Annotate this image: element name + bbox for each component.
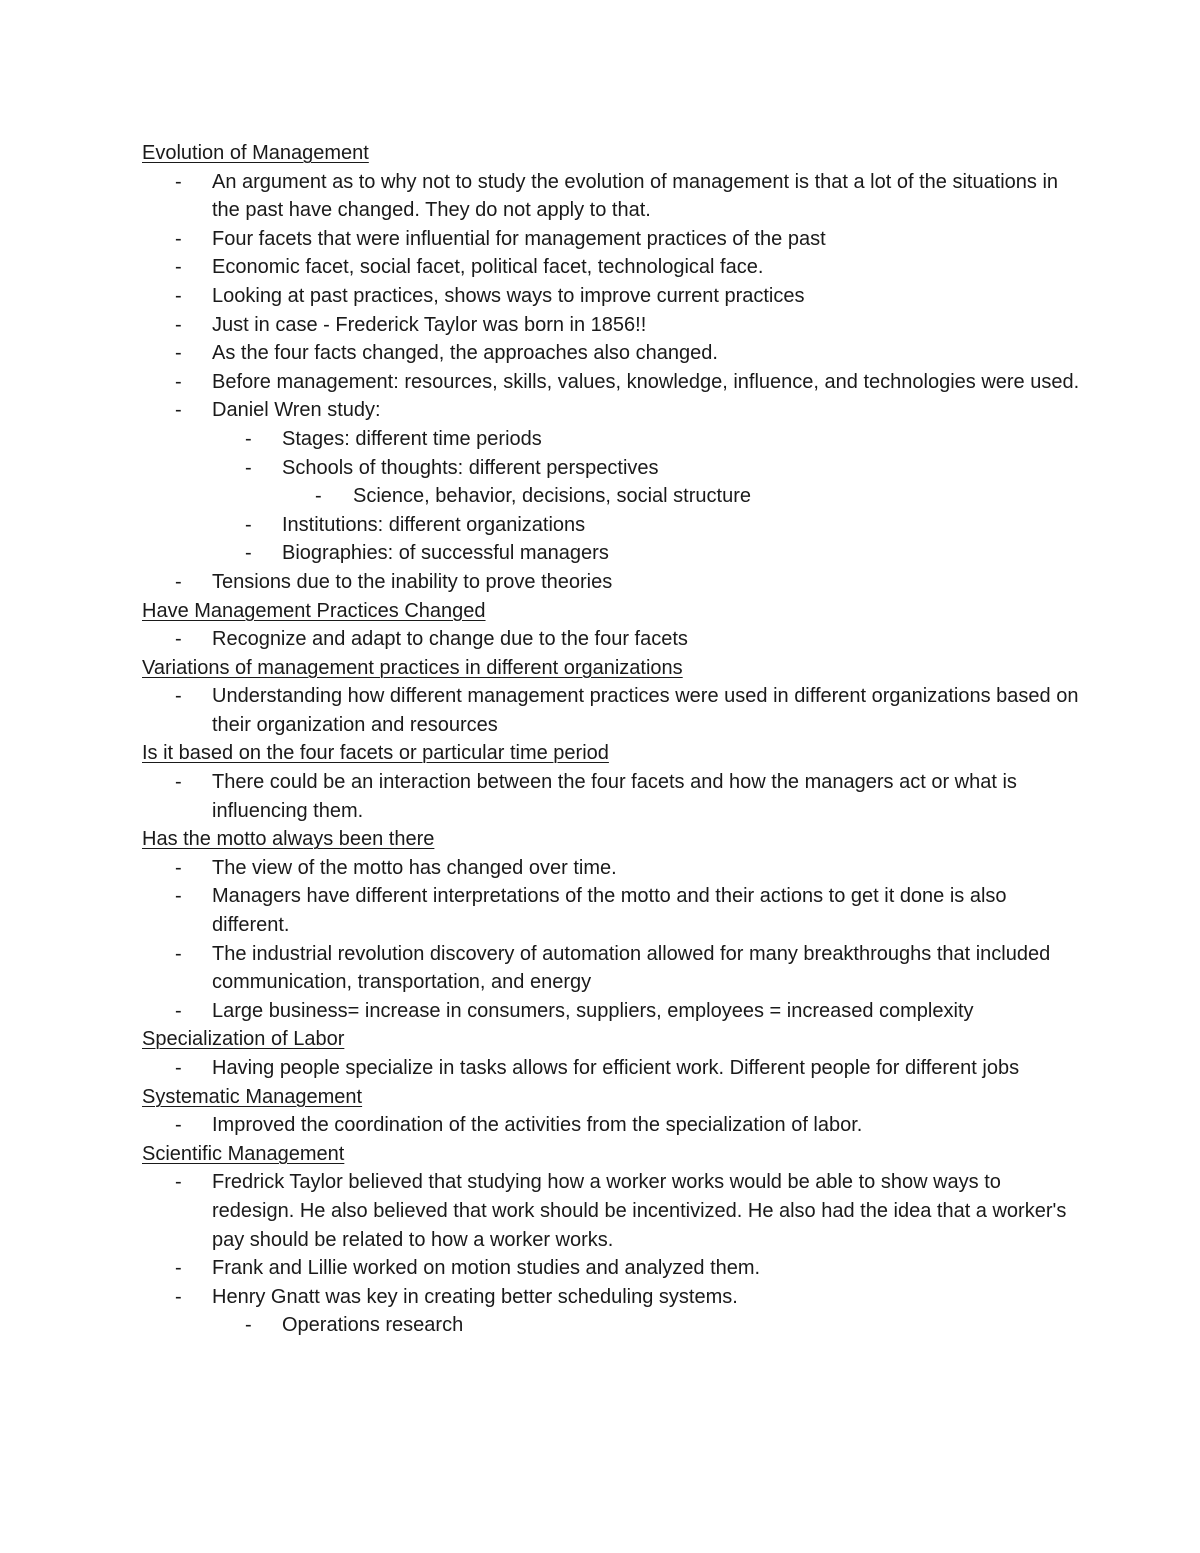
section-heading: Have Management Practices Changed: [142, 599, 486, 622]
bullet-list: [142, 682, 1082, 739]
list-item: [142, 253, 1082, 282]
list-item-text: As the four facts changed, the approaches also changed.: [212, 342, 718, 365]
bullet-dash-icon: -: [245, 427, 252, 450]
list-item-text: Biographies: of successful managers: [282, 542, 609, 565]
bullet-dash-icon: -: [245, 1314, 252, 1337]
section-heading: Variations of management practices in different organizations: [142, 656, 683, 679]
bullet-dash-icon: -: [315, 485, 322, 508]
list-item: [142, 997, 1082, 1026]
bullet-dash-icon: -: [175, 570, 182, 593]
list-item-text: Henry Gnatt was key in creating better scheduling systems.: [212, 1285, 738, 1308]
list-item: [142, 311, 1082, 340]
bullet-list: [142, 625, 1082, 654]
list-item-text: Science, behavior, decisions, social structure: [353, 485, 751, 508]
list-item: [142, 1311, 1082, 1340]
bullet-dash-icon: -: [175, 227, 182, 250]
list-item-text: Recognize and adapt to change due to the four facets: [212, 628, 688, 651]
list-item: [142, 854, 1082, 883]
list-item: [142, 1168, 1082, 1254]
list-item: [142, 396, 1082, 425]
bullet-dash-icon: -: [175, 999, 182, 1022]
bullet-dash-icon: -: [175, 628, 182, 651]
list-item-text: Tensions due to the inability to prove theories: [212, 570, 613, 593]
list-item: [142, 539, 1082, 568]
list-item: [142, 1054, 1082, 1083]
list-item: [142, 425, 1082, 454]
list-item: [142, 568, 1082, 597]
list-item: [142, 682, 1082, 739]
bullet-list: [142, 768, 1082, 825]
document-body: [142, 139, 1082, 1340]
list-item-text: The industrial revolution discovery of automation allowed for many breakthroughs that included communication, transportation, and energy: [212, 942, 1051, 994]
list-item: [142, 882, 1082, 939]
bullet-dash-icon: -: [175, 399, 182, 422]
bullet-list: [142, 1111, 1082, 1140]
section-heading: Evolution of Management: [142, 142, 369, 164]
list-item: [142, 482, 1082, 511]
list-item: [142, 940, 1082, 997]
list-item-text: An argument as to why not to study the evolution of management is that a lot of the situations in the past have changed. They do not apply to that.: [212, 170, 1059, 222]
bullet-dash-icon: -: [175, 942, 182, 965]
list-item-text: Institutions: different organizations: [282, 513, 586, 536]
list-item: [142, 225, 1082, 254]
bullet-dash-icon: -: [175, 313, 182, 336]
bullet-dash-icon: -: [175, 256, 182, 279]
list-item: [142, 454, 1082, 483]
bullet-list: [142, 1168, 1082, 1340]
bullet-dash-icon: -: [175, 685, 182, 708]
section-heading: Is it based on the four facets or particular time period: [142, 742, 609, 765]
list-item: [142, 282, 1082, 311]
list-item-text: Improved the coordination of the activities from the specialization of labor.: [212, 1114, 863, 1137]
bullet-dash-icon: -: [175, 1114, 182, 1137]
list-item-text: Daniel Wren study:: [212, 399, 381, 422]
list-item-text: Frank and Lillie worked on motion studies and analyzed them.: [212, 1257, 761, 1280]
list-item: [142, 339, 1082, 368]
section-heading: Scientific Management: [142, 1142, 345, 1165]
list-item: [142, 511, 1082, 540]
list-item: [142, 1254, 1082, 1283]
bullet-dash-icon: -: [245, 513, 252, 536]
list-item-text: Looking at past practices, shows ways to improve current practices: [212, 284, 805, 307]
list-item: [142, 1283, 1082, 1312]
section-heading: Has the motto always been there: [142, 828, 435, 851]
list-item-text: The view of the motto has changed over time.: [212, 856, 617, 879]
bullet-list: [142, 854, 1082, 1026]
list-item-text: Operations research: [282, 1314, 464, 1337]
list-item-text: Economic facet, social facet, political facet, technological face.: [212, 256, 764, 279]
bullet-dash-icon: -: [175, 284, 182, 307]
list-item-text: There could be an interaction between the four facets and how the managers act or what is influencing them.: [212, 771, 1017, 822]
bullet-dash-icon: -: [175, 170, 182, 193]
list-item-text: Understanding how different management practices were used in different organizations based on their organization and resources: [212, 685, 1079, 736]
bullet-dash-icon: -: [175, 1057, 182, 1079]
section-heading: Systematic Management: [142, 1085, 363, 1108]
list-item-text: Managers have different interpretations of the motto and their actions to get it done is also different.: [212, 885, 1007, 937]
bullet-dash-icon: -: [175, 370, 182, 393]
list-item-text: Fredrick Taylor believed that studying how a worker works would be able to show ways to redesign. He also believed that work should be incentivized. He also had the idea that a worker's pay should be related to how a worker works.: [212, 1171, 1067, 1251]
list-item-text: Four facets that were influential for management practices of the past: [212, 227, 826, 250]
list-item: [142, 168, 1082, 225]
bullet-list: [142, 1054, 1082, 1083]
list-item-text: Having people specialize in tasks allows for efficient work. Different people for different jobs: [212, 1057, 1020, 1079]
bullet-dash-icon: -: [175, 771, 182, 794]
section-heading: Specialization of Labor: [142, 1028, 345, 1051]
bullet-dash-icon: -: [175, 342, 182, 365]
list-item: [142, 625, 1082, 654]
bullet-dash-icon: -: [175, 885, 182, 908]
bullet-dash-icon: -: [175, 856, 182, 879]
bullet-dash-icon: -: [175, 1257, 182, 1280]
list-item: [142, 1111, 1082, 1140]
list-item-text: Schools of thoughts: different perspectives: [282, 456, 659, 479]
list-item-text: Before management: resources, skills, values, knowledge, influence, and technologies were used.: [212, 370, 1080, 393]
list-item-text: Just in case - Frederick Taylor was born in 1856!!: [212, 313, 647, 336]
bullet-dash-icon: -: [245, 456, 252, 479]
list-item-text: Stages: different time periods: [282, 427, 542, 450]
bullet-dash-icon: -: [175, 1285, 182, 1308]
bullet-dash-icon: -: [175, 1171, 182, 1194]
list-item-text: Large business= increase in consumers, suppliers, employees = increased complexity: [212, 999, 974, 1022]
bullet-list: [142, 168, 1082, 597]
bullet-dash-icon: -: [245, 542, 252, 565]
list-item: [142, 768, 1082, 825]
list-item: [142, 368, 1082, 397]
